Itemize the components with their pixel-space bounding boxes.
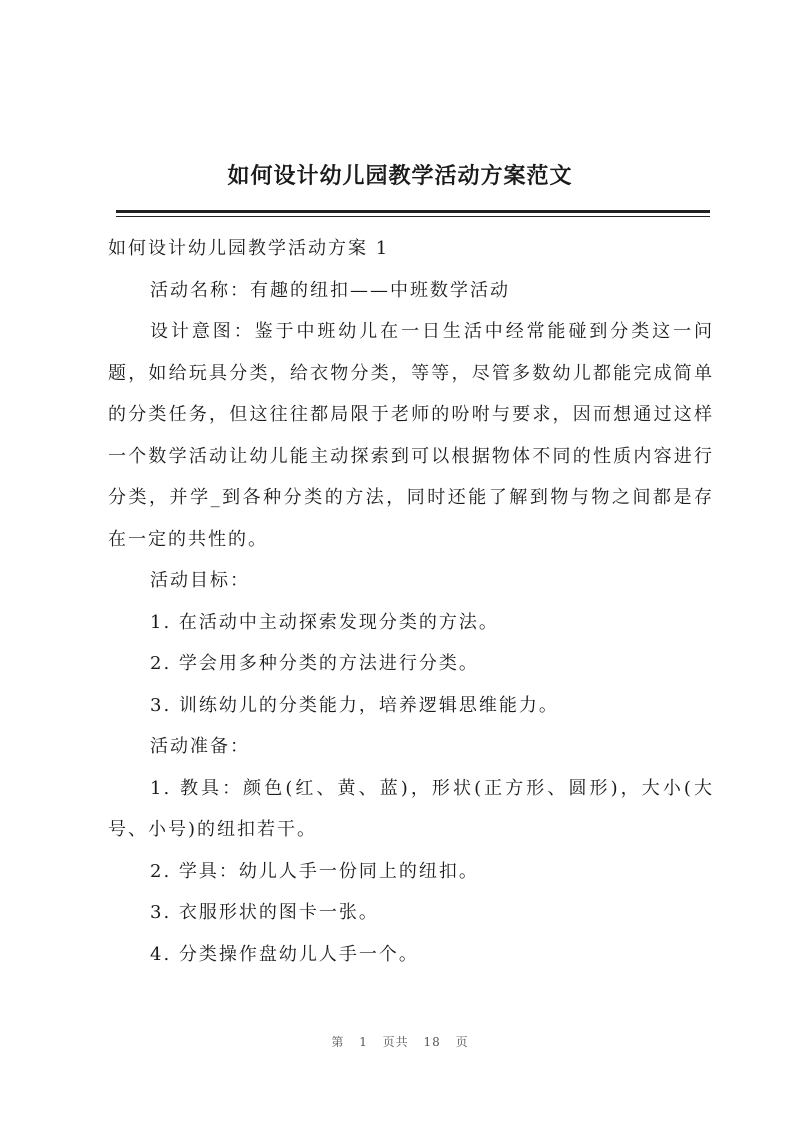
paragraph-goal-3: 3. 训练幼儿的分类能力，培养逻辑思维能力。 xyxy=(150,694,559,716)
paragraph-preparation-1: 1. 教具：颜色(红、黄、蓝)，形状(正方形、圆形)，大小(大号、小号)的纽扣若干。 xyxy=(108,777,714,840)
section-heading: 如何设计幼儿园教学活动方案 1 xyxy=(108,238,390,259)
paragraph-activity-name: 活动名称：有趣的纽扣——中班数学活动 xyxy=(150,279,510,301)
document-body xyxy=(108,228,714,975)
paragraph-preparation-2: 2. 学具：幼儿人手一份同上的纽扣。 xyxy=(150,860,479,882)
paragraph-goal-2: 2. 学会用多种分类的方法进行分类。 xyxy=(150,653,479,674)
paragraph-goals-heading: 活动目标： xyxy=(150,570,250,591)
paragraph-preparation-heading: 活动准备： xyxy=(150,736,250,757)
footer-label-of: 页共 xyxy=(382,1035,409,1049)
page-number-footer xyxy=(0,1033,800,1050)
paragraph-goal-1: 1. 在活动中主动探索发现分类的方法。 xyxy=(150,611,499,633)
footer-current-page: 1 xyxy=(359,1035,368,1049)
page-title: 如何设计幼儿园教学活动方案范文 xyxy=(227,163,573,189)
footer-label-end: 页 xyxy=(455,1035,469,1049)
title-divider-thick xyxy=(116,210,710,213)
paragraph-preparation-4: 4. 分类操作盘幼儿人手一个。 xyxy=(150,943,419,965)
paragraph-design-intent: 设计意图：鉴于中班幼儿在一日生活中经常能碰到分类这一问题，如给玩具分类，给衣物分类，等等，尽管多数幼儿都能完成简单的分类任务，但这往往都局限于老师的吩咐与要求，因而想通过这样一个数学活动让幼儿能主动探索到可以根据物体不同的性质内容进行分类，并学_到各种分类的方法，同时还能了解到物与物之间都是存在一定的共性的。 xyxy=(108,321,714,550)
footer-total-pages: 18 xyxy=(423,1035,441,1049)
title-divider-thin xyxy=(116,216,710,217)
footer-label-page: 第 xyxy=(331,1035,345,1049)
paragraph-preparation-3: 3. 衣服形状的图卡一张。 xyxy=(150,902,379,923)
